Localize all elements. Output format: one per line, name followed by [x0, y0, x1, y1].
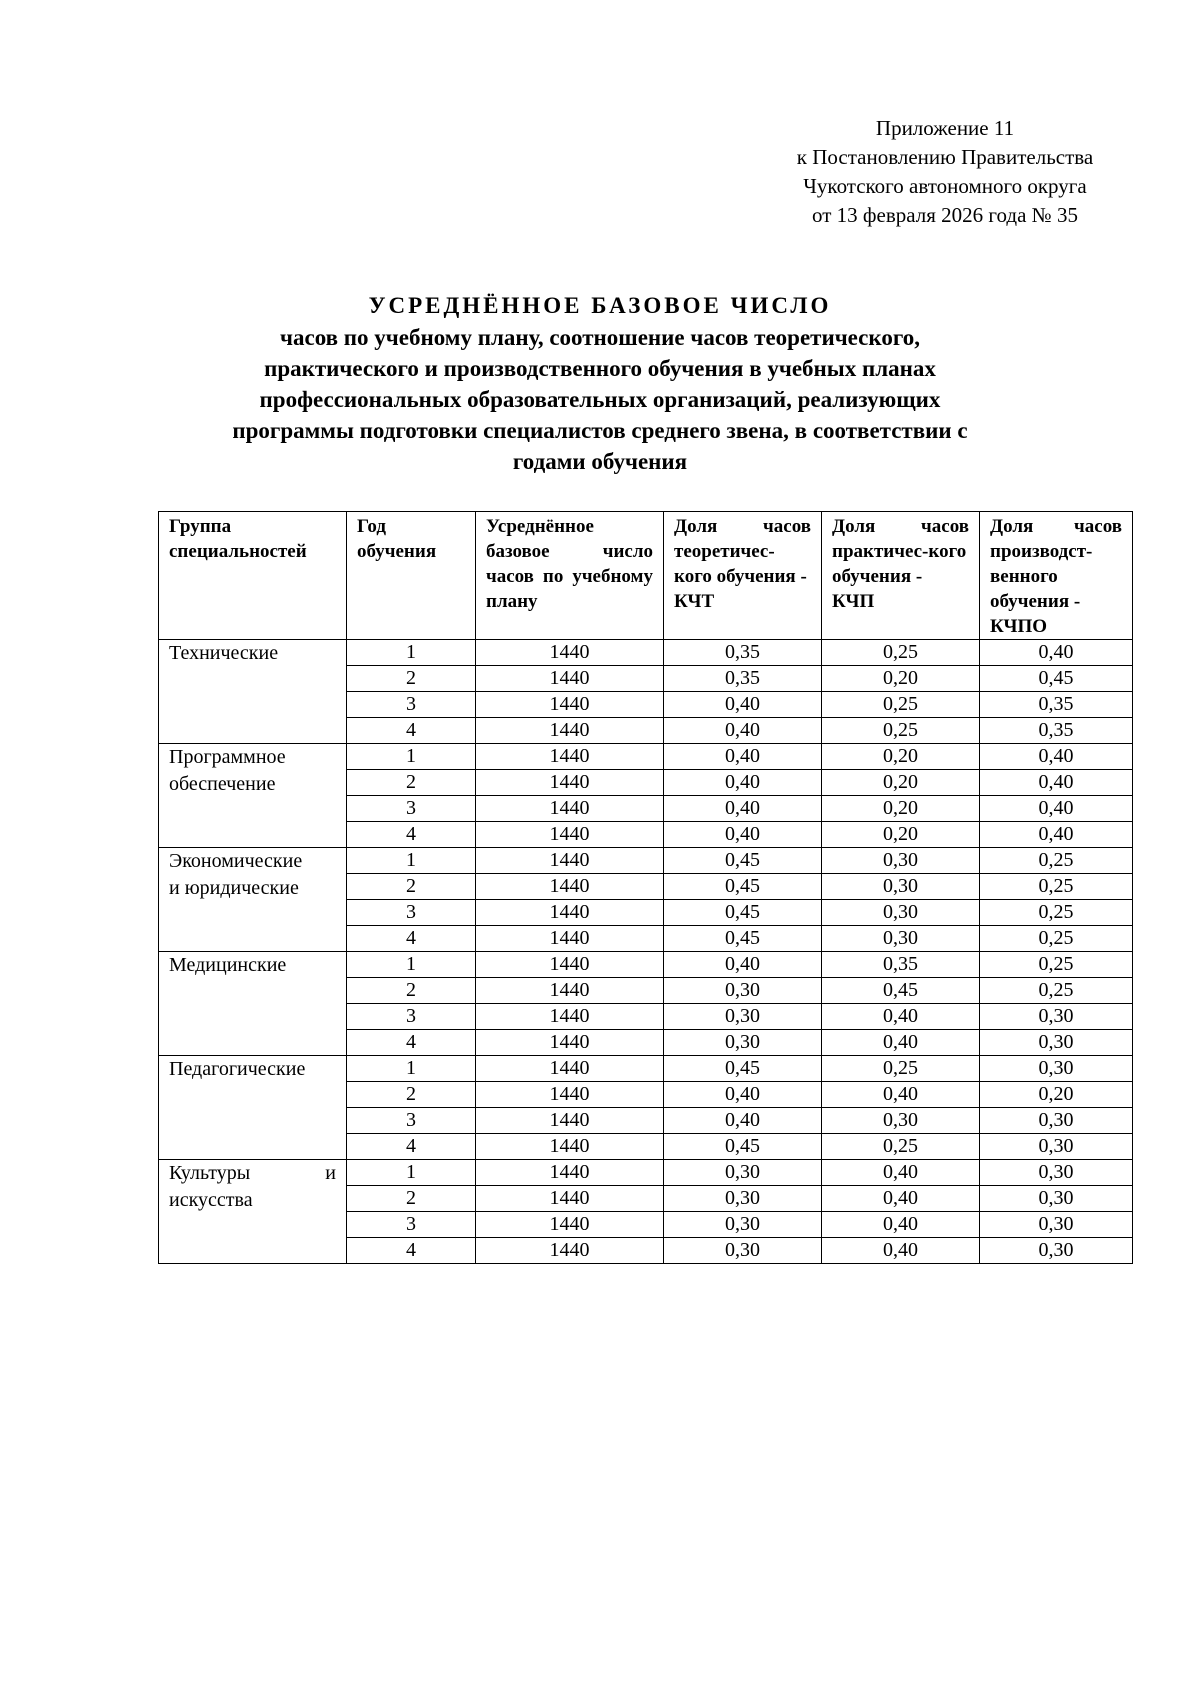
cell-kchpo: 0,30: [980, 1160, 1133, 1186]
group-name: и юридические: [169, 877, 299, 899]
cell-hours: 1440: [476, 1108, 664, 1134]
cell-hours: 1440: [476, 1160, 664, 1186]
cell-year: 2: [347, 770, 476, 796]
cell-year: 2: [347, 1186, 476, 1212]
cell-kcht: 0,40: [664, 796, 822, 822]
cell-year: 4: [347, 718, 476, 744]
cell-kchpo: 0,40: [980, 640, 1133, 666]
group-name: Культуры: [169, 1162, 251, 1184]
cell-year: 4: [347, 1030, 476, 1056]
cell-hours: 1440: [476, 874, 664, 900]
group-cell: [159, 640, 347, 744]
cell-kchpo: 0,30: [980, 1056, 1133, 1082]
cell-kcht: 0,30: [664, 1212, 822, 1238]
cell-kchp: 0,25: [822, 718, 980, 744]
title-subline: программы подготовки специалистов среднего звена, в соответствии с: [232, 418, 968, 443]
table-row: [159, 1056, 1133, 1082]
cell-kchpo: 0,30: [980, 1030, 1133, 1056]
cell-kchpo: 0,40: [980, 796, 1133, 822]
header-group: Группа специальностей: [159, 512, 347, 640]
cell-kchp: 0,45: [822, 978, 980, 1004]
cell-year: 2: [347, 1082, 476, 1108]
cell-kchp: 0,20: [822, 796, 980, 822]
cell-kcht: 0,30: [664, 1160, 822, 1186]
cell-kchp: 0,20: [822, 822, 980, 848]
cell-hours: 1440: [476, 1186, 664, 1212]
cell-kchp: 0,40: [822, 1160, 980, 1186]
cell-year: 1: [347, 640, 476, 666]
cell-kchp: 0,25: [822, 692, 980, 718]
cell-year: 2: [347, 978, 476, 1004]
group-name: Технические: [169, 642, 279, 664]
cell-hours: 1440: [476, 1238, 664, 1264]
cell-kchpo: 0,25: [980, 900, 1133, 926]
cell-kchpo: 0,25: [980, 978, 1133, 1004]
cell-kchpo: 0,25: [980, 926, 1133, 952]
cell-hours: 1440: [476, 770, 664, 796]
cell-kcht: 0,30: [664, 1186, 822, 1212]
group-name: Педагогические: [169, 1058, 306, 1080]
cell-hours: 1440: [476, 718, 664, 744]
cell-kchp: 0,25: [822, 1134, 980, 1160]
appendix-line: к Постановлению Правительства: [796, 145, 1094, 169]
cell-kchpo: 0,40: [980, 770, 1133, 796]
cell-year: 3: [347, 692, 476, 718]
cell-year: 1: [347, 1160, 476, 1186]
cell-kchpo: 0,25: [980, 874, 1133, 900]
cell-kcht: 0,30: [664, 978, 822, 1004]
cell-kchpo: 0,30: [980, 1004, 1133, 1030]
cell-kchp: 0,40: [822, 1004, 980, 1030]
cell-year: 1: [347, 1056, 476, 1082]
group-cell: [159, 952, 347, 1056]
cell-year: 3: [347, 796, 476, 822]
cell-kcht: 0,45: [664, 848, 822, 874]
cell-kcht: 0,45: [664, 1056, 822, 1082]
cell-kchp: 0,30: [822, 926, 980, 952]
cell-hours: 1440: [476, 1056, 664, 1082]
cell-kcht: 0,40: [664, 744, 822, 770]
cell-hours: 1440: [476, 822, 664, 848]
cell-year: 3: [347, 1004, 476, 1030]
cell-kcht: 0,30: [664, 1030, 822, 1056]
cell-kchp: 0,30: [822, 874, 980, 900]
cell-kcht: 0,40: [664, 822, 822, 848]
cell-year: 3: [347, 900, 476, 926]
group-cell: [159, 744, 347, 848]
cell-kchp: 0,40: [822, 1186, 980, 1212]
group-name: Медицинские: [169, 954, 287, 976]
cell-kcht: 0,40: [664, 692, 822, 718]
table-body: [159, 640, 1133, 1264]
cell-kchpo: 0,30: [980, 1134, 1133, 1160]
cell-hours: 1440: [476, 1212, 664, 1238]
cell-kchp: 0,25: [822, 1056, 980, 1082]
cell-kcht: 0,45: [664, 1134, 822, 1160]
cell-kchp: 0,20: [822, 744, 980, 770]
cell-kchpo: 0,35: [980, 718, 1133, 744]
appendix-line: Чукотского автономного округа: [803, 174, 1087, 198]
cell-year: 4: [347, 822, 476, 848]
cell-kcht: 0,40: [664, 1108, 822, 1134]
cell-kcht: 0,35: [664, 666, 822, 692]
group-name: Программное: [169, 746, 286, 768]
cell-hours: 1440: [476, 796, 664, 822]
cell-hours: 1440: [476, 1134, 664, 1160]
title-main: УСРЕДНЁННОЕ БАЗОВОЕ ЧИСЛО: [368, 293, 832, 318]
cell-kchp: 0,30: [822, 1108, 980, 1134]
cell-hours: 1440: [476, 1030, 664, 1056]
cell-year: 3: [347, 1108, 476, 1134]
cell-hours: 1440: [476, 978, 664, 1004]
header-hours: Усреднённое базовое число часов по учебному плану: [476, 512, 664, 640]
cell-year: 1: [347, 744, 476, 770]
cell-kcht: 0,40: [664, 718, 822, 744]
title-subline: профессиональных образовательных организаций, реализующих: [259, 387, 941, 412]
table-row: [159, 1160, 1133, 1186]
cell-hours: 1440: [476, 1082, 664, 1108]
cell-hours: 1440: [476, 666, 664, 692]
cell-kchpo: 0,40: [980, 744, 1133, 770]
cell-hours: 1440: [476, 1004, 664, 1030]
cell-kcht: 0,45: [664, 900, 822, 926]
cell-kchp: 0,20: [822, 770, 980, 796]
group-name: и: [325, 1162, 336, 1184]
cell-kchpo: 0,30: [980, 1186, 1133, 1212]
title-subline: практического и производственного обучения в учебных планах: [264, 356, 936, 381]
header-kchp: Доля часов практичес-кого обучения - КЧП: [822, 512, 980, 640]
cell-kchpo: 0,25: [980, 848, 1133, 874]
appendix-line: от 13 февраля 2026 года № 35: [812, 203, 1078, 227]
cell-kchp: 0,40: [822, 1212, 980, 1238]
title-subline: годами обучения: [512, 449, 688, 474]
table-row: [159, 952, 1133, 978]
group-name: искусства: [169, 1189, 253, 1211]
cell-year: 3: [347, 1212, 476, 1238]
cell-year: 4: [347, 1134, 476, 1160]
cell-kchp: 0,25: [822, 640, 980, 666]
cell-hours: 1440: [476, 640, 664, 666]
cell-hours: 1440: [476, 900, 664, 926]
title-subline: часов по учебному плану, соотношение часов теоретического,: [280, 325, 920, 350]
cell-kcht: 0,40: [664, 770, 822, 796]
cell-hours: 1440: [476, 926, 664, 952]
cell-kchpo: 0,35: [980, 692, 1133, 718]
group-name: обеспечение: [169, 773, 276, 795]
cell-kchp: 0,30: [822, 848, 980, 874]
cell-kchp: 0,30: [822, 900, 980, 926]
cell-kchp: 0,35: [822, 952, 980, 978]
cell-year: 1: [347, 848, 476, 874]
cell-kcht: 0,35: [664, 640, 822, 666]
header-year: Год обучения: [347, 512, 476, 640]
cell-year: 2: [347, 666, 476, 692]
cell-kchpo: 0,45: [980, 666, 1133, 692]
group-cell: [159, 848, 347, 952]
cell-kcht: 0,40: [664, 1082, 822, 1108]
document-title: [120, 290, 1080, 477]
cell-kchpo: 0,40: [980, 822, 1133, 848]
cell-hours: 1440: [476, 692, 664, 718]
group-name: Экономические: [169, 850, 303, 872]
table-header-row: [159, 512, 1133, 640]
cell-kchpo: 0,30: [980, 1212, 1133, 1238]
cell-year: 4: [347, 1238, 476, 1264]
cell-kchp: 0,40: [822, 1082, 980, 1108]
header-kcht: Доля часов теоретичес-кого обучения - КЧТ: [664, 512, 822, 640]
cell-hours: 1440: [476, 848, 664, 874]
cell-hours: 1440: [476, 952, 664, 978]
cell-kcht: 0,30: [664, 1004, 822, 1030]
cell-kcht: 0,45: [664, 874, 822, 900]
cell-kcht: 0,30: [664, 1238, 822, 1264]
group-cell: [159, 1056, 347, 1160]
cell-kchpo: 0,30: [980, 1238, 1133, 1264]
table-row: [159, 640, 1133, 666]
cell-year: 4: [347, 926, 476, 952]
cell-kchpo: 0,25: [980, 952, 1133, 978]
cell-kchp: 0,40: [822, 1030, 980, 1056]
cell-kchp: 0,40: [822, 1238, 980, 1264]
cell-kchpo: 0,30: [980, 1108, 1133, 1134]
cell-kcht: 0,45: [664, 926, 822, 952]
cell-kcht: 0,40: [664, 952, 822, 978]
cell-year: 2: [347, 874, 476, 900]
cell-kchp: 0,20: [822, 666, 980, 692]
cell-hours: 1440: [476, 744, 664, 770]
table-row: [159, 848, 1133, 874]
group-cell: [159, 1160, 347, 1264]
cell-year: 1: [347, 952, 476, 978]
appendix-header: [760, 114, 1130, 230]
header-kchpo: Доля часов производст-венного обучения - КЧПО: [980, 512, 1133, 640]
hours-table: [158, 511, 1133, 1264]
cell-kchpo: 0,20: [980, 1082, 1133, 1108]
table-row: [159, 744, 1133, 770]
appendix-line: Приложение 11: [875, 116, 1015, 140]
